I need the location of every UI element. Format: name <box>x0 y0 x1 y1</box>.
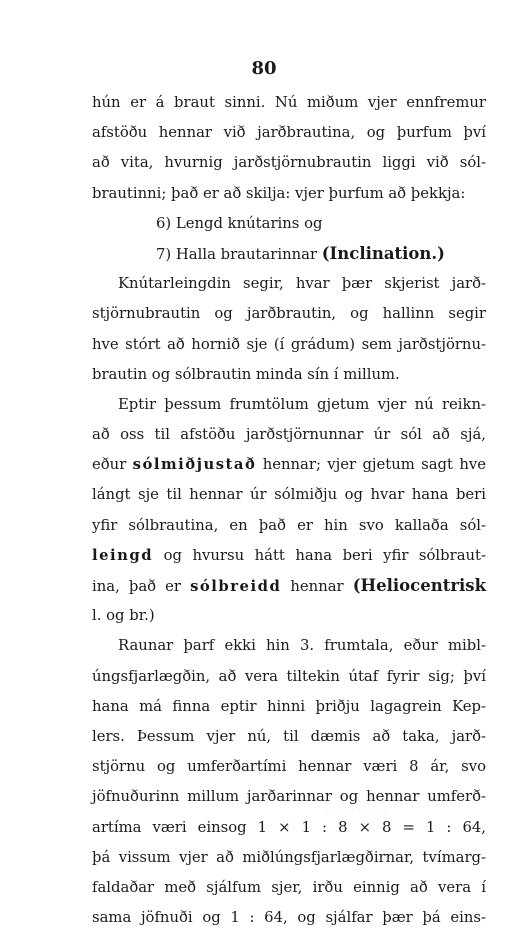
text-segment: og hvursu hátt hana beri yfir sólbraut- <box>153 546 486 564</box>
text-line: að oss til afstöðu jarðstjörnunnar úr sól að sjá, <box>92 426 486 444</box>
text-line: Eptir þessum frumtölum gjetum vjer nú reikn- <box>118 395 486 413</box>
faint-stamp-mark: · · · · · · · · · · <box>326 806 388 814</box>
text-line: 6) Lengd knútarins og <box>156 214 323 232</box>
text-line: brautin og sólbrautin minda sín í millum. <box>92 365 400 383</box>
text-segment: ina, það er <box>92 578 191 595</box>
text-segment: eður <box>92 456 133 474</box>
emphasized-term: sólbreidd <box>190 578 282 595</box>
text-line: sama jöfnuði og 1 : 64, og sjálfar þær þá eins- <box>92 909 486 927</box>
text-line: að vita, hvurnig jarðstjörnubrautin liggi við sól- <box>92 154 486 172</box>
emphasized-term: sólmiðjustað <box>132 456 257 474</box>
text-line: stjörnu og umferðartími hennar væri 8 ár, svo <box>92 758 486 776</box>
emphasized-term: (Inclination.) <box>321 243 445 263</box>
text-line: hve stórt að hornið sje (í grádum) sem jarðstjörnu- <box>92 335 486 353</box>
text-line: stjörnubrautin og jarðbrautin, og hallinn segir <box>92 305 486 323</box>
text-segment: hennar; vjer gjetum sagt hve <box>256 456 486 474</box>
page-number: 80 <box>251 58 277 79</box>
text-line <box>92 571 486 601</box>
text-line: Raunar þarf ekki hin 3. frumtala, eður mibl- <box>118 637 486 655</box>
text-line: artíma væri einsog 1 ⨯ 1 : 8 ⨯ 8 = 1 : 64, <box>92 818 486 836</box>
text-line <box>92 239 486 269</box>
text-line: lángt sje til hennar úr sólmiðju og hvar hana beri <box>92 486 486 504</box>
text-line: hún er á braut sinni. Nú miðum vjer ennfremur <box>92 94 486 111</box>
text-line: l. og br.) <box>92 607 155 625</box>
text-line <box>92 450 486 480</box>
body-text <box>92 88 486 933</box>
emphasized-term: (Heliocentrisk <box>352 576 486 595</box>
text-line <box>92 541 486 571</box>
text-line: þá vissum vjer að miðlúngsfjarlægðirnar, tvímarg- <box>92 848 486 866</box>
text-line: brautinni; það er að skilja: vjer þurfum að þekkja: <box>92 184 466 202</box>
text-line: yfir sólbrautina, en það er hin svo kallaða sól- <box>92 516 486 534</box>
text-segment: 7) Halla brautarinnar <box>156 245 322 263</box>
text-line: jöfnuðurinn millum jarðarinnar og hennar umferð- <box>92 788 486 806</box>
text-line: Knútarleingdin segir, hvar þær skjerist jarð- <box>118 275 486 293</box>
text-line: faldaðar með sjálfum sjer, irðu einnig að vera í <box>92 878 486 896</box>
text-line: hana má finna eptir hinni þriðju lagagrein Kep- <box>92 697 486 715</box>
emphasized-term: leingd <box>92 546 154 564</box>
text-line: afstöðu hennar við jarðbrautina, og þurfum því <box>92 124 486 142</box>
text-line: lers. Þessum vjer nú, til dæmis að taka, jarð- <box>92 727 486 745</box>
text-segment: hennar <box>281 578 353 595</box>
text-line: úngsfjarlægðin, að vera tiltekin útaf fyrir sig; því <box>92 667 486 685</box>
